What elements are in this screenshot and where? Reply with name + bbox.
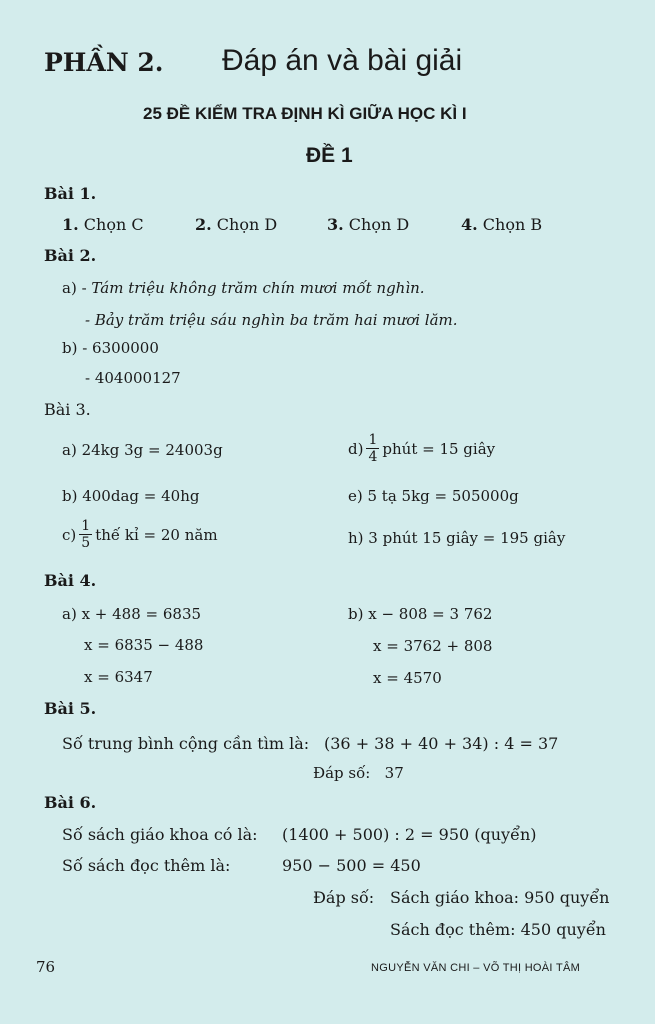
bai3-label: Bài 3. [44,400,91,419]
bai5-answer: Đáp số: 37 [313,764,404,782]
bai1-label: Bài 1. [44,184,97,203]
bai6-answer-1: Sách giáo khoa: 950 quyển [390,888,610,907]
bai5-label: Bài 5. [44,699,97,718]
bai2-b-line2: - 404000127 [85,369,181,387]
bai4-a-line2: x = 6835 − 488 [84,636,204,654]
bai3-d: d) $\frac{1}{4}$ phút = 15 giây [348,432,496,465]
bai3-a: a) 24kg 3g = 24003g [62,441,223,459]
bai2-label: Bài 2. [44,246,97,265]
bai4-label: Bài 4. [44,571,97,590]
bai4-a-line3: x = 6347 [84,668,153,686]
bai1-item-2: 2. Chọn D [195,215,278,234]
bai3-e: e) 5 tạ 5kg = 505000g [348,487,519,505]
footer-authors: NGUYỄN VĂN CHI – VÕ THỊ HOÀI TÂM [371,962,581,974]
page-title: Đáp án và bài giải [222,44,463,77]
bai6-line1-expr: (1400 + 500) : 2 = 950 (quyển) [282,825,537,844]
bai6-line1-label: Số sách giáo khoa có là: [62,825,258,844]
bai4-b-line3: x = 4570 [373,669,442,687]
bai2-b-line1: b) - 6300000 [62,339,159,357]
bai3-c: c) $\frac{1}{5}$ thế kỉ = 20 năm [62,518,218,551]
bai6-label: Bài 6. [44,793,97,812]
bai1-item-3: 3. Chọn D [327,215,410,234]
bai6-answer-label: Đáp số: [313,888,375,907]
bai2-a-line1: a) - Tám triệu không trăm chín mươi mốt nghìn. [62,279,425,297]
bai6-answer-2: Sách đọc thêm: 450 quyển [390,920,606,939]
bai4-b-line2: x = 3762 + 808 [373,637,493,655]
section-subtitle: 25 ĐỀ KIỂM TRA ĐỊNH KÌ GIỮA HỌC KÌ I [143,104,467,123]
bai1-item-1: 1. Chọn C [62,215,144,234]
bai4-b-line1: b) x − 808 = 3 762 [348,605,493,623]
part-label: PHẦN 2. [44,48,164,77]
bai5-line1-label: Số trung bình cộng cần tìm là: [62,734,310,753]
page-number: 76 [36,958,56,976]
exam-title: ĐỀ 1 [306,144,353,167]
bai6-line2-expr: 950 − 500 = 450 [282,856,421,875]
bai3-b: b) 400dag = 40hg [62,487,200,505]
bai5-line1-expr: (36 + 38 + 40 + 34) : 4 = 37 [324,734,559,753]
fraction-one-quarter: $\frac{1}{4}$ [368,432,378,465]
bai6-line2-label: Số sách đọc thêm là: [62,856,231,875]
bai2-a-line2: - Bảy trăm triệu sáu nghìn ba trăm hai mươi lăm. [85,311,458,329]
bai3-h: h) 3 phút 15 giây = 195 giây [348,529,566,547]
fraction-one-fifth: $\frac{1}{5}$ [81,518,91,551]
bai4-a-line1: a) x + 488 = 6835 [62,605,202,623]
bai1-item-4: 4. Chọn B [461,215,543,234]
